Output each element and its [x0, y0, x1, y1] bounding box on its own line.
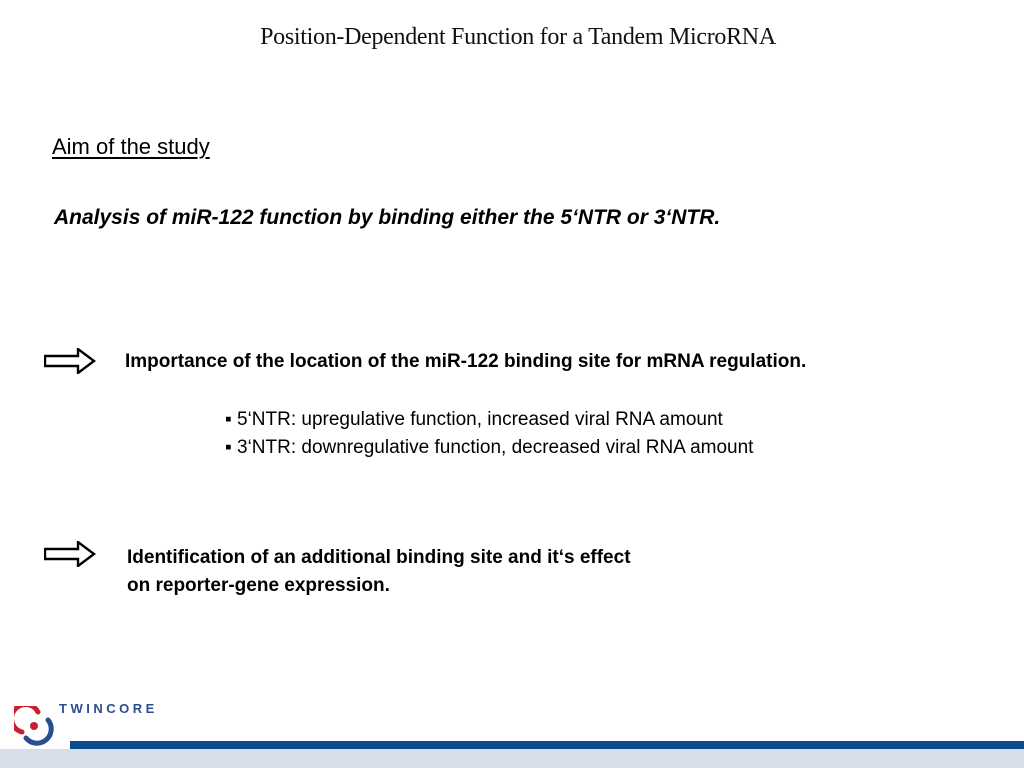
twincore-logo-icon — [14, 706, 54, 746]
point-location-importance: Importance of the location of the miR-122 binding site for mRNA regulation. — [125, 351, 807, 372]
point-additional-binding-site — [127, 544, 631, 600]
list-item: ▪ 3‘NTR: downregulative function, decreased viral RNA amount — [225, 437, 754, 458]
point-line: on reporter-gene expression. — [127, 575, 390, 596]
footer-bar — [70, 741, 1024, 749]
logo-text: TWINCORE — [59, 701, 158, 716]
aim-heading: Aim of the study — [52, 134, 210, 159]
slide-title: Position-Dependent Function for a Tandem MicroRNA — [260, 24, 776, 50]
list-item: ▪ 5‘NTR: upregulative function, increased viral RNA amount — [225, 409, 723, 430]
aim-text: Analysis of miR-122 function by binding either the 5‘NTR or 3‘NTR. — [54, 206, 721, 229]
point-line: Identification of an additional binding site and it‘s effect — [127, 547, 631, 568]
ntr-function-list — [225, 406, 753, 462]
right-arrow-icon — [44, 348, 96, 374]
footer-band — [0, 749, 1024, 768]
right-arrow-icon — [44, 541, 96, 567]
